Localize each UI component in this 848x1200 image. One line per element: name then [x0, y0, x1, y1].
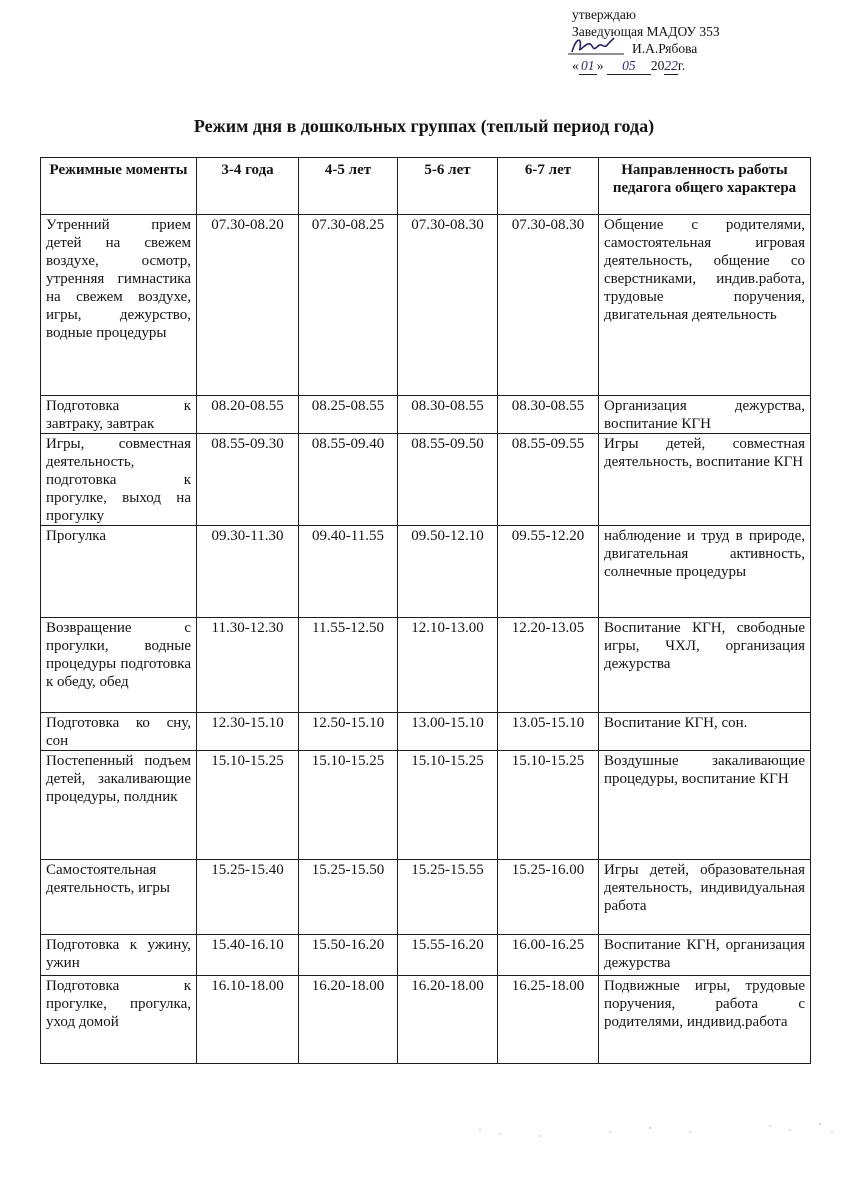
row-focus: наблюдение и труд в природе, двигательная активность, солнечные процедуры [599, 526, 811, 618]
row-focus: Подвижные игры, трудовые поручения, работа с родителями, индивид.работа [599, 976, 811, 1064]
row-time-3-4: 11.30-12.30 [197, 618, 299, 713]
scan-noise-decoration [440, 1110, 840, 1150]
row-time-4-5: 08.55-09.40 [299, 434, 398, 526]
row-time-6-7: 08.55-09.55 [498, 434, 599, 526]
row-moment: Игры, совместная деятельность, подготовка к прогулке, выход на прогулку [41, 434, 197, 526]
row-moment: Возвращение с прогулки, водные процедуры подготовка к обеду, обед [41, 618, 197, 713]
header-age-3-4: 3-4 года [197, 158, 299, 215]
row-time-3-4: 08.20-08.55 [197, 396, 299, 434]
row-time-3-4: 16.10-18.00 [197, 976, 299, 1064]
row-focus: Организация дежурства, воспитание КГН [599, 396, 811, 434]
row-moment: Прогулка [41, 526, 197, 618]
approval-position: Заведующая МАДОУ 353 [572, 24, 720, 39]
date-year-suffix: 22 [664, 58, 678, 73]
approval-approve-label: утверждаю [572, 7, 636, 22]
row-focus: Воспитание КГН, сон. [599, 713, 811, 751]
row-moment: Утренний прием детей на свежем воздухе, осмотр, утренняя гимнастика на свежем воздухе, игры, дежурство, водные процедуры [41, 215, 197, 396]
row-time-5-6: 15.10-15.25 [398, 751, 498, 860]
header-age-5-6: 5-6 лет [398, 158, 498, 215]
approval-signature-line [572, 40, 832, 57]
row-time-4-5: 15.25-15.50 [299, 860, 398, 935]
table-row [41, 713, 811, 751]
row-focus: Игры детей, образовательная деятельность, индивидуальная работа [599, 860, 811, 935]
header-moments: Режимные моменты [41, 158, 197, 215]
row-time-4-5: 12.50-15.10 [299, 713, 398, 751]
table-row [41, 976, 811, 1064]
row-moment: Подготовка к завтраку, завтрак [41, 396, 197, 434]
row-time-3-4: 07.30-08.20 [197, 215, 299, 396]
page-title: Режим дня в дошкольных группах (теплый период года) [193, 116, 655, 136]
row-time-3-4: 15.25-15.40 [197, 860, 299, 935]
row-time-3-4: 08.55-09.30 [197, 434, 299, 526]
table-header-row [41, 158, 811, 215]
row-time-3-4: 15.40-16.10 [197, 935, 299, 976]
table-row [41, 434, 811, 526]
row-time-5-6: 15.25-15.55 [398, 860, 498, 935]
date-year-suffix-label: г. [677, 58, 686, 73]
row-focus: Общение с родителями, самостоятельная игровая деятельность, общение со сверстниками, индив.работа, трудовые поручения, двигательная деятельность [599, 215, 811, 396]
approval-date: « 01 » 05 2022г. [572, 58, 686, 73]
row-time-6-7: 15.25-16.00 [498, 860, 599, 935]
row-time-6-7: 16.25-18.00 [498, 976, 599, 1064]
header-age-4-5: 4-5 лет [299, 158, 398, 215]
row-time-5-6: 09.50-12.10 [398, 526, 498, 618]
row-time-6-7: 09.55-12.20 [498, 526, 599, 618]
row-time-5-6: 08.30-08.55 [398, 396, 498, 434]
row-time-4-5: 07.30-08.25 [299, 215, 398, 396]
row-time-6-7: 16.00-16.25 [498, 935, 599, 976]
row-time-4-5: 15.10-15.25 [299, 751, 398, 860]
row-time-3-4: 09.30-11.30 [197, 526, 299, 618]
row-time-4-5: 11.55-12.50 [299, 618, 398, 713]
row-time-4-5: 09.40-11.55 [299, 526, 398, 618]
row-time-5-6: 12.10-13.00 [398, 618, 498, 713]
row-moment: Подготовка ко сну, сон [41, 713, 197, 751]
date-month: 05 [607, 57, 651, 75]
table-row [41, 215, 811, 396]
row-time-5-6: 16.20-18.00 [398, 976, 498, 1064]
row-focus: Воспитание КГН, организация дежурства [599, 935, 811, 976]
row-focus: Воспитание КГН, свободные игры, ЧХЛ, организация дежурства [599, 618, 811, 713]
header-focus: Направленность работы педагога общего характера [599, 158, 811, 215]
table-row [41, 396, 811, 434]
row-focus: Воздушные закаливающие процедуры, воспитание КГН [599, 751, 811, 860]
row-time-6-7: 15.10-15.25 [498, 751, 599, 860]
row-time-3-4: 15.10-15.25 [197, 751, 299, 860]
table-row [41, 751, 811, 860]
row-time-5-6: 07.30-08.30 [398, 215, 498, 396]
approval-name: И.А.Рябова [632, 41, 698, 56]
table-row [41, 618, 811, 713]
row-time-6-7: 13.05-15.10 [498, 713, 599, 751]
row-time-4-5: 15.50-16.20 [299, 935, 398, 976]
row-time-6-7: 07.30-08.30 [498, 215, 599, 396]
row-moment: Постепенный подъем детей, закаливающие процедуры, полдник [41, 751, 197, 860]
table-row [41, 935, 811, 976]
table-row [41, 526, 811, 618]
row-time-6-7: 12.20-13.05 [498, 618, 599, 713]
table-row [41, 860, 811, 935]
row-time-5-6: 13.00-15.10 [398, 713, 498, 751]
header-age-6-7: 6-7 лет [498, 158, 599, 215]
row-time-5-6: 08.55-09.50 [398, 434, 498, 526]
date-year-prefix: 20 [650, 58, 665, 73]
row-time-6-7: 08.30-08.55 [498, 396, 599, 434]
row-moment: Самостоятельная деятельность, игры [41, 860, 197, 935]
row-moment: Подготовка к прогулке, прогулка, уход домой [41, 976, 197, 1064]
signature-icon [568, 34, 624, 56]
row-time-5-6: 15.55-16.20 [398, 935, 498, 976]
daily-schedule-table [40, 157, 811, 1064]
row-focus: Игры детей, совместная деятельность, воспитание КГН [599, 434, 811, 526]
approval-stamp [572, 6, 832, 75]
row-time-4-5: 08.25-08.55 [299, 396, 398, 434]
row-time-3-4: 12.30-15.10 [197, 713, 299, 751]
date-day: 01 [579, 57, 597, 75]
row-moment: Подготовка к ужину, ужин [41, 935, 197, 976]
row-time-4-5: 16.20-18.00 [299, 976, 398, 1064]
